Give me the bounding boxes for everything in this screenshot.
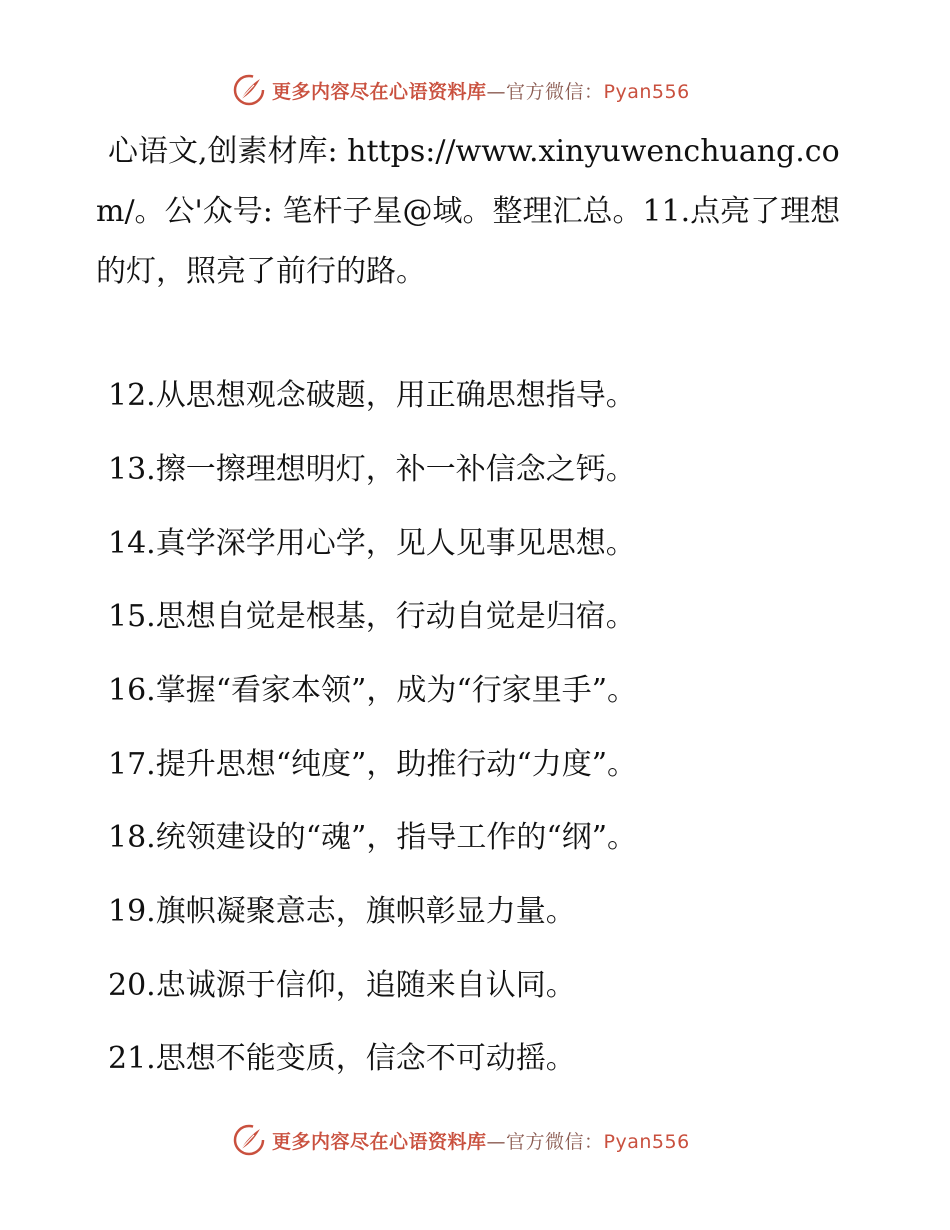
header-banner (232, 72, 690, 108)
footer-banner (232, 1122, 690, 1158)
banner-main-text: 更多内容尽在心语资料库 (272, 80, 487, 103)
list-item: 18.统领建设的“魂”，指导工作的“纲”。 (108, 820, 638, 855)
banner-account: Pyan556 (603, 80, 690, 103)
list-item: 15.思想自觉是根基，行动自觉是归宿。 (108, 599, 636, 634)
list-item: 17.提升思想“纯度”，助推行动“力度”。 (108, 747, 638, 782)
banner-text (272, 77, 690, 104)
banner-official-label: —官方微信： (486, 1130, 604, 1153)
feather-pen-logo-icon (232, 1123, 266, 1157)
banner-official-label: —官方微信： (486, 80, 604, 103)
feather-pen-logo-icon (232, 73, 266, 107)
list-item: 14.真学深学用心学，见人见事见思想。 (108, 526, 636, 561)
list-item: 21.思想不能变质，信念不可动摇。 (108, 1041, 576, 1076)
banner-text (272, 1127, 690, 1154)
list-item: 12.从思想观念破题，用正确思想指导。 (108, 378, 636, 413)
list-item: 19.旗帜凝聚意志，旗帜彰显力量。 (108, 894, 576, 929)
document-body (96, 122, 856, 302)
list-item: 20.忠诚源于信仰，追随来自认同。 (108, 968, 576, 1003)
intro-paragraph: 心语文,创素材库: https://www.xinyuwenchuang.com/。公'众号: 笔杆子星@域。整理汇总。11.点亮了理想的灯，照亮了前行的路。 (96, 134, 841, 289)
banner-main-text: 更多内容尽在心语资料库 (272, 1130, 487, 1153)
list-item: 13.擦一擦理想明灯，补一补信念之钙。 (108, 452, 636, 487)
list-item: 16.掌握“看家本领”，成为“行家里手”。 (108, 673, 638, 708)
banner-account: Pyan556 (603, 1130, 690, 1153)
